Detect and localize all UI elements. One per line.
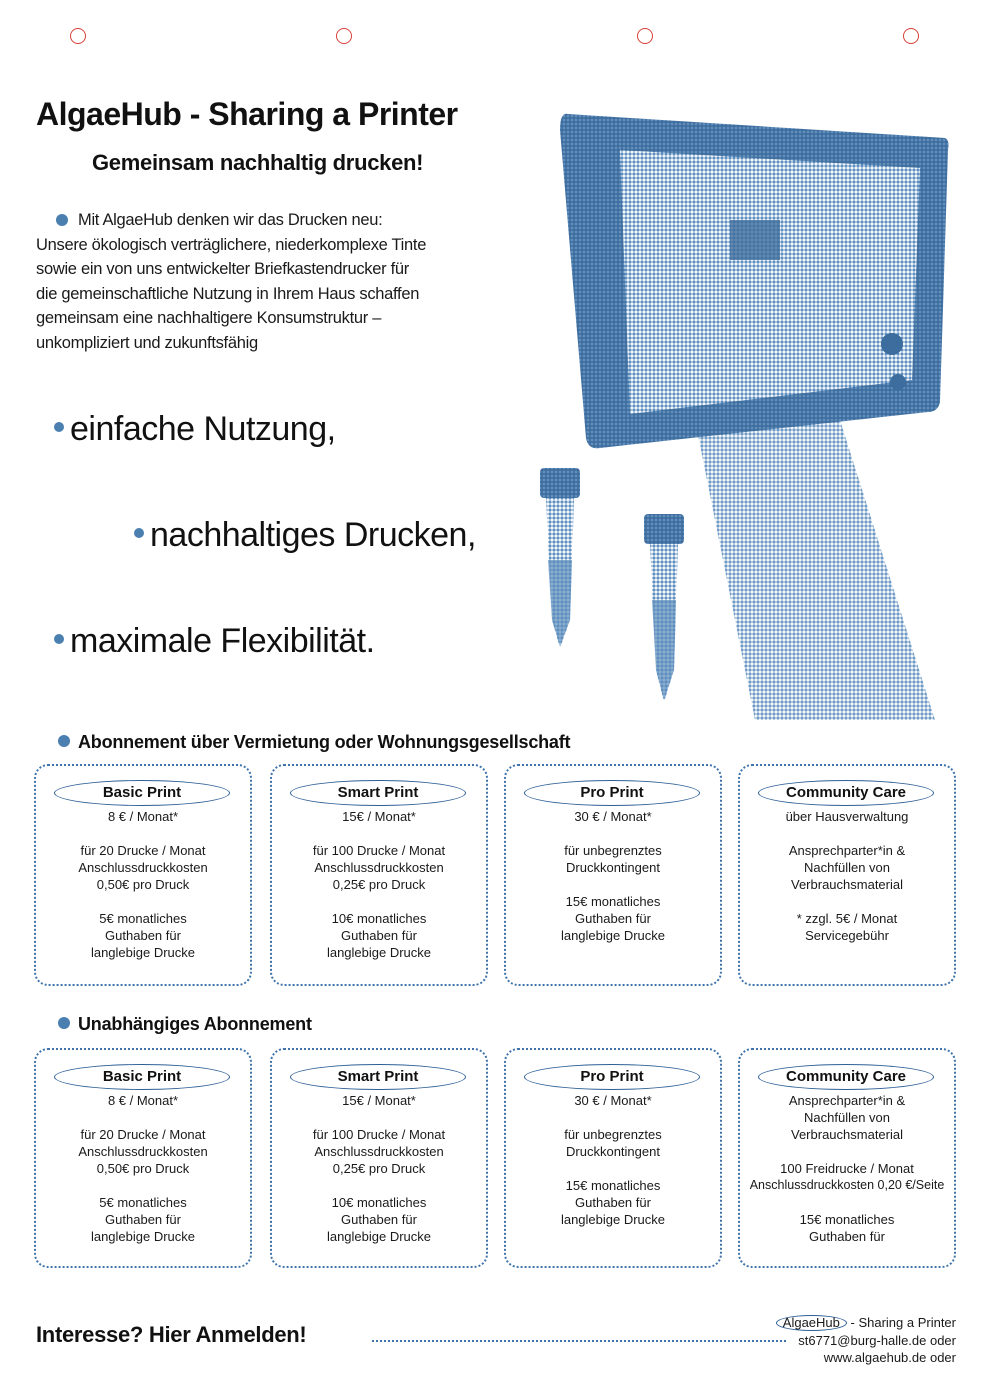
intro-line: gemeinsam eine nachhaltigere Konsumstruktur –	[36, 309, 382, 327]
plan-detail-line: 0,25€ pro Druck	[332, 1161, 426, 1176]
plan-details	[272, 1092, 486, 1245]
section-heading: Abonnement über Vermietung oder Wohnungsgesellschaft	[58, 732, 570, 753]
plan-detail-line: Ansprechparter*in &	[788, 1093, 906, 1108]
plan-detail-line: 15€ monatliches	[565, 894, 661, 909]
plan-details	[272, 808, 486, 961]
plan-detail-line: Nachfüllen von	[804, 1110, 890, 1125]
plan-details	[740, 808, 954, 944]
plan-detail-line: 15€ / Monat*	[342, 809, 416, 824]
punch-hole-2	[336, 28, 352, 44]
plan-detail-line: 15€ monatliches	[565, 1178, 661, 1193]
plan-details	[506, 1092, 720, 1228]
plan-detail-line: für unbegrenztes	[564, 843, 662, 858]
intro-line: unkompliziert und zukunftsfähig	[36, 333, 258, 352]
bullet-dot-icon	[56, 214, 68, 226]
bullet-dot-icon	[58, 1017, 70, 1029]
contact-website[interactable]: www.algaehub.de oder	[823, 1350, 956, 1365]
printer-illustration-icon	[520, 100, 970, 740]
punch-hole-3	[637, 28, 653, 44]
plan-card-pro[interactable]	[504, 764, 722, 986]
contact-info	[776, 1314, 956, 1367]
feature-item: nachhaltiges Drucken,	[134, 516, 476, 555]
plan-detail-line: 10€ monatliches	[331, 911, 427, 926]
plan-detail-line: langlebige Drucke	[90, 1229, 196, 1244]
plan-detail-line: 5€ monatliches	[99, 1195, 187, 1210]
plan-detail-line: langlebige Drucke	[560, 928, 666, 943]
plan-detail-line: Anschlussdruckkosten	[314, 1144, 444, 1159]
section-heading: Unabhängiges Abonnement	[58, 1014, 312, 1035]
plan-name: Smart Print	[290, 1064, 466, 1090]
feature-item: einfache Nutzung,	[54, 410, 336, 449]
plan-detail-line: Druckkontingent	[566, 860, 660, 875]
plan-detail-line: Guthaben für	[341, 1212, 417, 1227]
plan-detail-line: * zzgl. 5€ / Monat	[796, 911, 898, 926]
plan-detail-line: Druckkontingent	[566, 1144, 660, 1159]
plan-name: Basic Print	[54, 780, 230, 806]
plan-detail-line: Servicegebühr	[805, 928, 889, 943]
plan-detail-line: Guthaben für	[105, 1212, 181, 1227]
contact-email[interactable]: st6771@burg-halle.de oder	[798, 1332, 956, 1348]
plan-card-smart[interactable]	[270, 1048, 488, 1268]
plan-detail-line: Verbrauchsmaterial	[791, 1127, 903, 1142]
plan-detail-line: 15€ / Monat*	[342, 1093, 416, 1108]
plan-details	[36, 808, 250, 961]
plan-detail-line: für 100 Drucke / Monat	[312, 1127, 446, 1142]
plan-card-pro[interactable]	[504, 1048, 722, 1268]
plan-detail-line: 8 € / Monat*	[107, 809, 179, 824]
plan-detail-line: 0,50€ pro Druck	[96, 877, 190, 892]
plan-details	[506, 808, 720, 944]
plan-name: Pro Print	[524, 780, 700, 806]
plan-detail-line: Nachfüllen von	[804, 860, 890, 875]
plan-details	[740, 1092, 954, 1245]
plan-card-community[interactable]	[738, 1048, 956, 1268]
plan-details	[36, 1092, 250, 1245]
plan-detail-line: über Hausverwaltung	[785, 809, 909, 824]
plan-detail-line: Anschlussdruckkosten	[78, 1144, 208, 1159]
plan-detail-line: für 20 Drucke / Monat	[80, 843, 206, 858]
plan-detail-line: 100 Freidrucke / Monat	[780, 1161, 914, 1176]
plan-name: Smart Print	[290, 780, 466, 806]
plan-detail-line: langlebige Drucke	[90, 945, 196, 960]
plan-detail-line: langlebige Drucke	[326, 1229, 432, 1244]
plan-detail-line: Guthaben für	[105, 928, 181, 943]
plan-detail-line: 15€ monatliches	[799, 1212, 895, 1227]
intro-line: sowie ein von uns entwickelter Briefkastendrucker für	[36, 260, 409, 278]
plan-detail-line: Ansprechparter*in &	[788, 843, 906, 858]
plan-card-community[interactable]	[738, 764, 956, 986]
page-subtitle: Gemeinsam nachhaltig drucken!	[92, 150, 424, 175]
plan-detail-line: Guthaben für	[575, 911, 651, 926]
bullet-dot-icon	[58, 735, 70, 747]
plan-name: Community Care	[758, 1064, 934, 1090]
bullet-dot-icon	[54, 422, 64, 432]
plan-detail-line: Anschlussdruckkosten	[78, 860, 208, 875]
intro-text	[36, 208, 516, 355]
plan-detail-line: Guthaben für	[809, 1229, 885, 1244]
plan-name: Community Care	[758, 780, 934, 806]
signup-cta[interactable]: Interesse? Hier Anmelden!	[36, 1322, 307, 1347]
plan-detail-line: 0,50€ pro Druck	[96, 1161, 190, 1176]
bullet-dot-icon	[134, 528, 144, 538]
plan-detail-line: 30 € / Monat*	[574, 1093, 652, 1108]
cta-dotted-line	[372, 1340, 786, 1342]
plan-detail-line: für 20 Drucke / Monat	[80, 1127, 206, 1142]
plan-detail-line: Guthaben für	[341, 928, 417, 943]
plan-detail-line: 0,25€ pro Druck	[332, 877, 426, 892]
plan-name: Pro Print	[524, 1064, 700, 1090]
brand-tagline: - Sharing a Printer	[846, 1315, 956, 1330]
intro-line: die gemeinschaftliche Nutzung in Ihrem Haus schaffen	[36, 284, 420, 303]
plan-detail-line: Anschlussdruckkosten	[314, 860, 444, 875]
page-title: AlgaeHub - Sharing a Printer	[36, 96, 458, 132]
plan-card-basic[interactable]	[34, 764, 252, 986]
intro-line: Unsere ökologisch verträglichere, niederkomplexe Tinte	[36, 235, 427, 254]
plan-detail-line: 30 € / Monat*	[574, 809, 652, 824]
plan-card-basic[interactable]	[34, 1048, 252, 1268]
plan-detail-line: 10€ monatliches	[331, 1195, 427, 1210]
brand-logo: AlgaeHub	[776, 1315, 847, 1331]
plan-detail-line: Guthaben für	[575, 1195, 651, 1210]
bullet-dot-icon	[54, 634, 64, 644]
plan-detail-line: Verbrauchsmaterial	[791, 877, 903, 892]
intro-first-line: Mit AlgaeHub denken wir das Drucken neu:	[78, 211, 383, 229]
plan-detail-line: für 100 Drucke / Monat	[312, 843, 446, 858]
plan-detail-line: langlebige Drucke	[560, 1212, 666, 1227]
feature-item: maximale Flexibilität.	[54, 622, 375, 661]
plan-card-smart[interactable]	[270, 764, 488, 986]
punch-hole-1	[70, 28, 86, 44]
plan-name: Basic Print	[54, 1064, 230, 1090]
plan-detail-line: für unbegrenztes	[564, 1127, 662, 1142]
plan-detail-line: 5€ monatliches	[99, 911, 187, 926]
plan-detail-line: Anschlussdruckkosten 0,20 €/Seite	[749, 1178, 945, 1192]
punch-hole-4	[903, 28, 919, 44]
plan-detail-line: 8 € / Monat*	[107, 1093, 179, 1108]
plan-detail-line: langlebige Drucke	[326, 945, 432, 960]
